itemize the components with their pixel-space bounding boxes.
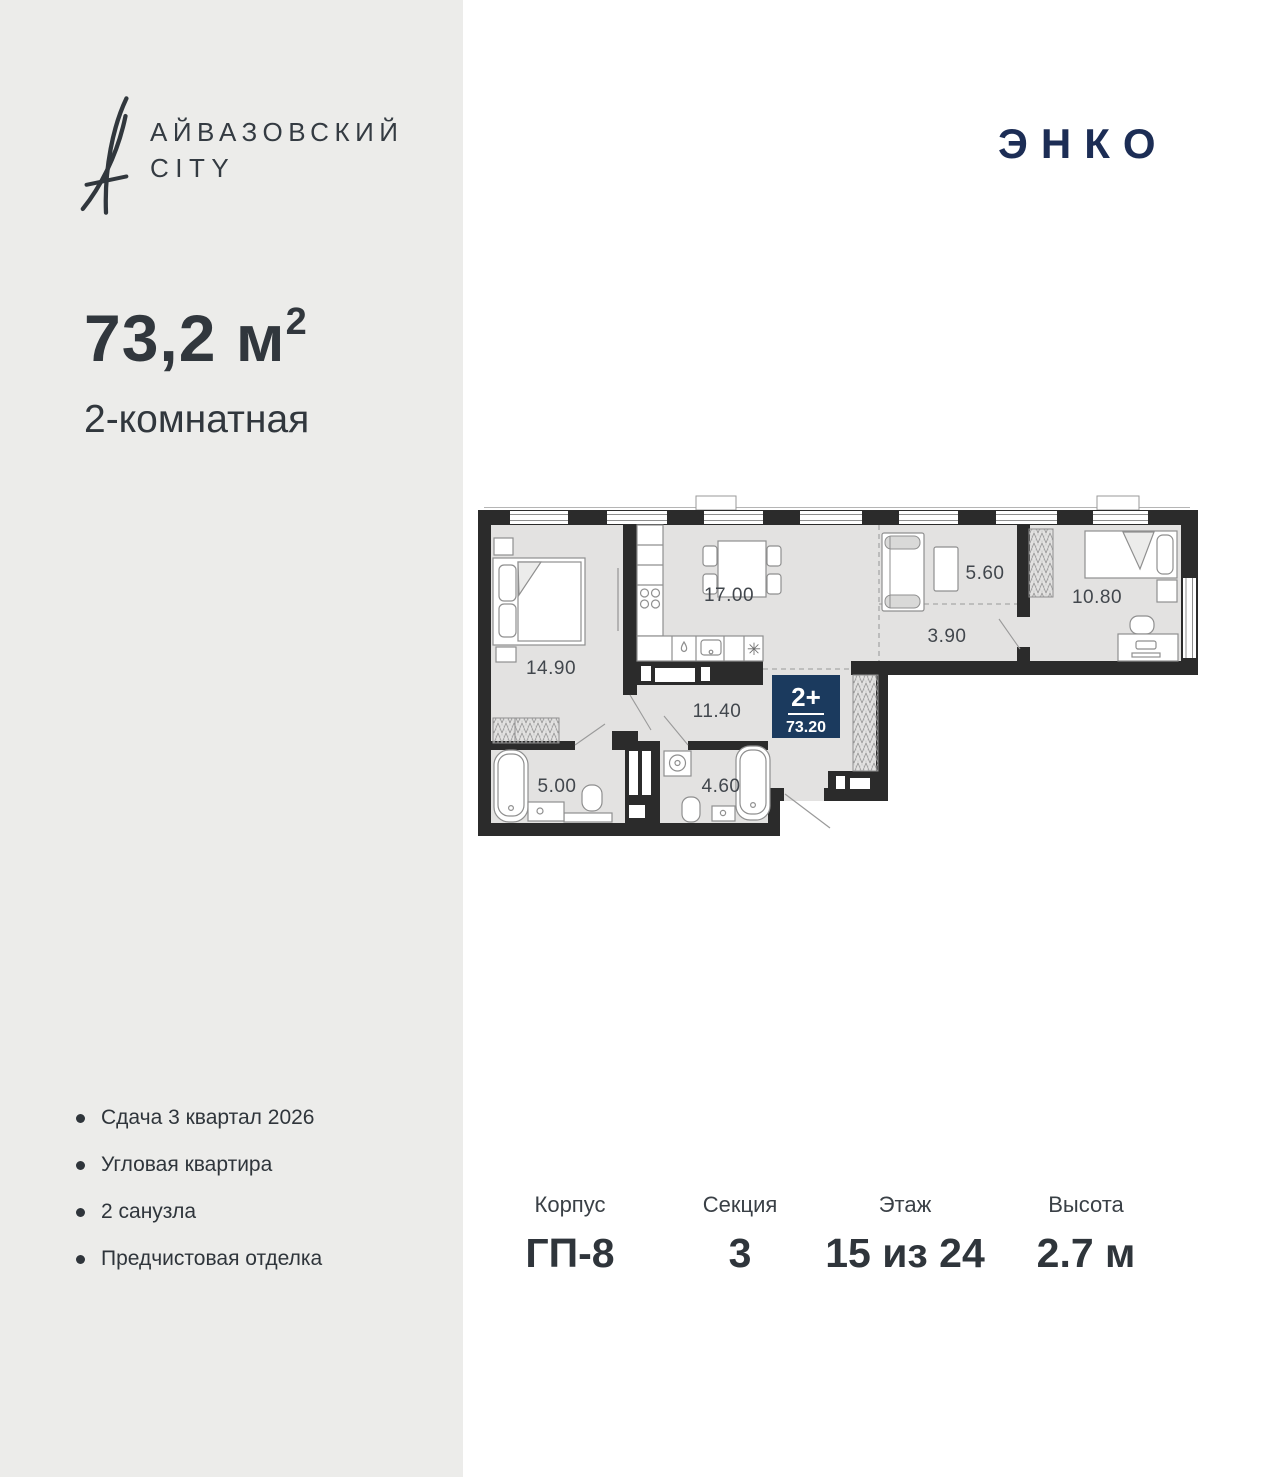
feature-text: Предчистовая отделка	[101, 1247, 323, 1270]
detail-floor	[815, 1192, 995, 1277]
brand-name	[150, 117, 403, 184]
room-area-label: 3.90	[927, 626, 967, 647]
feature-text: Угловая квартира	[101, 1153, 273, 1176]
apartment-area	[84, 300, 309, 376]
detail-label: Этаж	[878, 1192, 932, 1217]
bullet-icon	[76, 1208, 85, 1217]
room-area-label: 17.00	[703, 585, 755, 606]
apartment-summary	[84, 300, 309, 442]
brand-name-line2: CITY	[150, 153, 236, 183]
feature-item	[76, 1247, 322, 1271]
plan-badge	[772, 675, 840, 738]
detail-value: 2.7 м	[1036, 1230, 1136, 1276]
floor-plan	[478, 483, 1205, 883]
sidebar	[0, 0, 463, 1477]
room-area-label: 11.40	[692, 701, 742, 722]
room-area-label: 4.60	[701, 776, 741, 797]
detail-value: 15 из 24	[825, 1230, 985, 1276]
bullet-icon	[76, 1161, 85, 1170]
detail-value: 3	[728, 1230, 752, 1276]
feature-item	[76, 1153, 322, 1177]
brand-name-line1: АЙВАЗОВСКИЙ	[150, 117, 404, 147]
detail-label: Секция	[702, 1192, 778, 1217]
badge-type: 2+	[791, 682, 821, 712]
detail-label: Высота	[1048, 1192, 1124, 1217]
feature-item	[76, 1200, 322, 1224]
balcony-outline	[1097, 496, 1139, 510]
feature-list	[76, 1106, 322, 1294]
apartment-area-value: 73,2 м	[84, 301, 286, 375]
room-area-label: 10.80	[1071, 587, 1123, 608]
badge-area: 73.20	[785, 719, 827, 736]
feature-text: Сдача 3 квартал 2026	[101, 1106, 315, 1129]
detail-section	[660, 1192, 820, 1277]
balcony-outline	[696, 496, 736, 510]
floor-plan-svg	[478, 483, 1205, 883]
room-area-label: 14.90	[525, 658, 577, 679]
developer-logo: ЭНКО	[998, 120, 1169, 167]
apartment-area-sup: 2	[285, 301, 308, 343]
room-area-label: 5.00	[537, 776, 577, 797]
detail-label: Корпус	[534, 1192, 606, 1217]
apartment-type: 2-комнатная	[84, 398, 310, 441]
room-area-label: 5.60	[965, 563, 1005, 584]
bullet-icon	[76, 1114, 85, 1123]
detail-height	[996, 1192, 1176, 1277]
freezer-symbol: ✳	[746, 640, 762, 659]
detail-corpus	[490, 1192, 650, 1277]
brand-logo	[80, 95, 403, 217]
detail-value: ГП-8	[525, 1230, 615, 1276]
entrance-opening	[784, 788, 824, 801]
brand-letter-icon	[80, 95, 132, 217]
bullet-icon	[76, 1255, 85, 1264]
feature-text: 2 санузла	[101, 1200, 197, 1223]
feature-item	[76, 1106, 322, 1130]
details-row	[478, 1192, 1218, 1282]
